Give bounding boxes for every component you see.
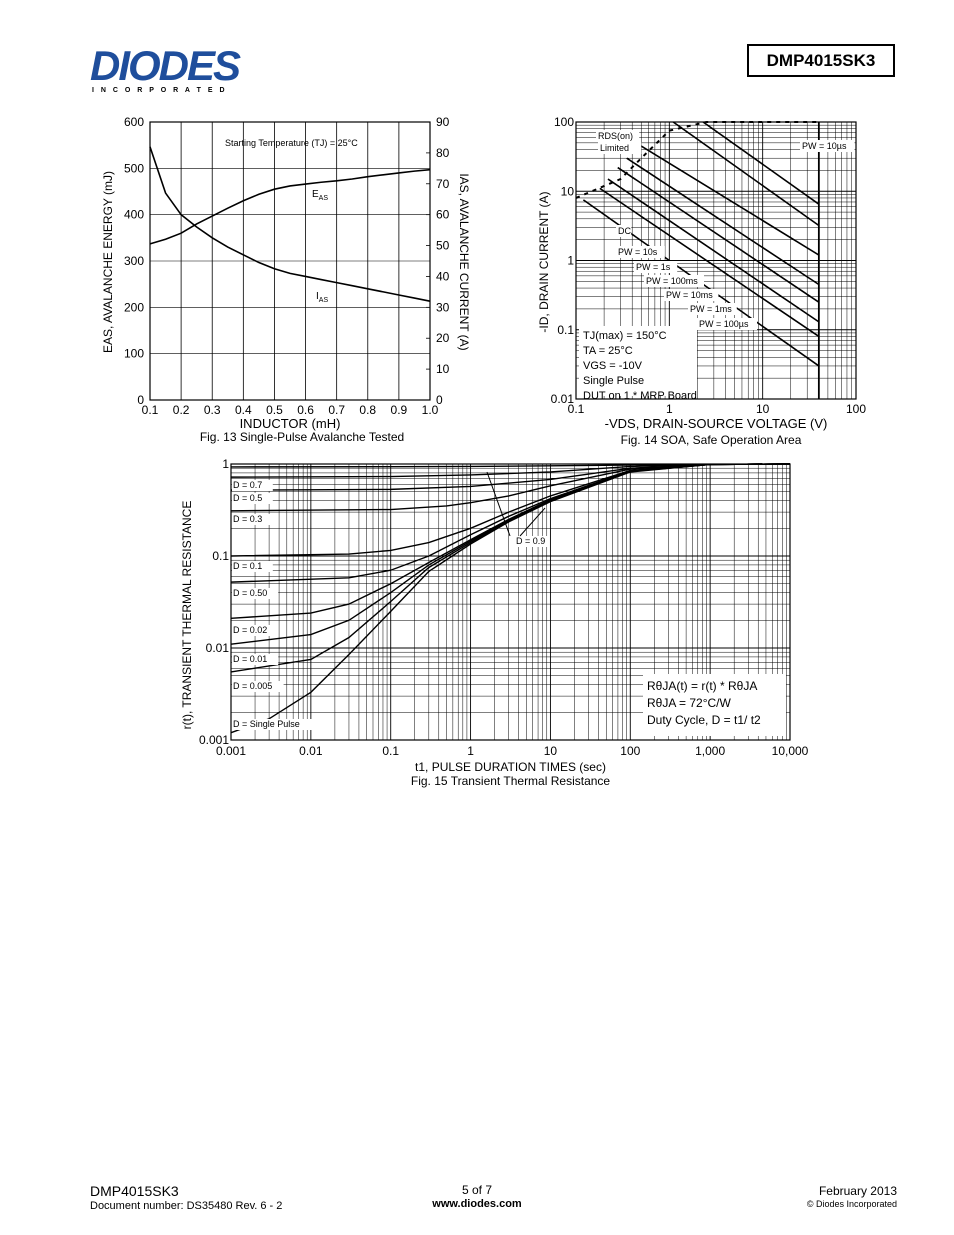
fig15-y-tick: 0.01 <box>205 641 229 655</box>
fig14-x-tick: 1 <box>665 402 673 416</box>
fig13-x-tick: 0.5 <box>266 403 283 417</box>
fig13-y-left-tick: 0 <box>137 393 144 407</box>
fig14-limited-label: Limited <box>600 143 630 153</box>
fig14-condition: TJ(max) = 150°C <box>583 330 667 342</box>
fig13-x-tick: 1.0 <box>421 403 439 417</box>
fig15-series-label: D = 0.5 <box>233 493 263 503</box>
fig14-label-100ms: PW = 100ms <box>646 276 698 286</box>
fig13-y-left-tick: 600 <box>123 115 144 129</box>
fig15-series-label: D = 0.50 <box>233 588 268 598</box>
fig14-x-tick: 10 <box>755 402 770 416</box>
fig13-y-right-tick: 30 <box>436 300 450 315</box>
footer-page: 5 of 7 <box>461 1183 493 1197</box>
fig13-y-right-tick: 40 <box>436 269 450 284</box>
fig13-y-right-tick: 0 <box>436 393 443 407</box>
fig13-label-ias: $I_{AS}$ <box>316 291 329 304</box>
fig14-label-dc: DC <box>618 226 631 236</box>
fig13-y-left-tick: 200 <box>123 300 144 315</box>
fig15-caption: Fig. 15 Transient Thermal Resistance <box>410 774 611 788</box>
fig13-caption: Fig. 13 Single-Pulse Avalanche Tested <box>199 430 405 444</box>
fig14-y-tick: 100 <box>553 115 574 129</box>
footer-doc-number: Document number: DS35480 Rev. 6 - 2 <box>90 1200 283 1212</box>
fig14-y-tick: 1 <box>567 253 574 268</box>
fig14-xlabel: -VDS, DRAIN-SOURCE VOLTAGE (V) <box>604 416 828 431</box>
fig14-rdson-label: RDS(on) <box>598 131 634 141</box>
fig14-label-10s: PW = 10s <box>618 247 658 257</box>
fig15-note: Duty Cycle, D = t1/ t2 <box>647 713 761 727</box>
fig13-xlabel: INDUCTOR (mH) <box>239 416 341 431</box>
fig14-label-100us: PW = 100µs <box>699 319 749 329</box>
fig14-caption: Fig. 14 SOA, Safe Operation Area <box>620 433 802 447</box>
fig13-ylabel-right: IAS, AVALANCHE CURRENT (A) <box>457 173 471 351</box>
fig14-x-tick: 0.1 <box>567 402 585 416</box>
fig13-y-left-tick: 500 <box>123 161 144 176</box>
fig15-series-label: D = Single Pulse <box>233 719 300 729</box>
fig13-x-tick: 0.4 <box>234 403 252 417</box>
fig14-condition: Single Pulse <box>583 375 645 387</box>
footer-part-number: DMP4015SK3 <box>90 1183 179 1199</box>
fig15-x-tick: 0.1 <box>382 744 400 758</box>
fig13-y-right-tick: 90 <box>436 115 450 129</box>
fig14-x-tick: 100 <box>845 402 867 416</box>
fig15-x-tick: 10,000 <box>771 744 809 758</box>
fig15-y-tick: 1 <box>222 457 229 471</box>
fig13-y-left-tick: 100 <box>123 346 144 361</box>
fig15-y-tick: 0.001 <box>198 733 229 747</box>
fig14-y-tick: 0.01 <box>550 392 574 406</box>
fig14-y-tick: 10 <box>560 184 574 199</box>
fig15-x-tick: 10 <box>543 744 558 758</box>
fig15-series <box>231 464 790 582</box>
fig15-series <box>231 464 790 618</box>
fig13-y-right-tick: 20 <box>436 331 450 346</box>
fig15-y-tick: 0.1 <box>212 549 229 563</box>
fig15-ylabel: r(t), TRANSIENT THERMAL RESISTANCE <box>180 500 194 730</box>
fig13-x-tick: 0.7 <box>328 403 346 417</box>
footer-copyright: © Diodes Incorporated <box>806 1199 897 1209</box>
fig15-series-label: D = 0.3 <box>233 514 263 524</box>
fig13-y-left-tick: 300 <box>123 254 144 268</box>
fig15-series-label: D = 0.005 <box>233 681 273 691</box>
fig13-x-tick: 0.8 <box>359 403 377 417</box>
fig14-y-tick: 0.1 <box>557 322 574 337</box>
fig15-x-tick: 0.001 <box>215 744 247 758</box>
fig13-ylabel-left: EAS, AVALANCHE ENERGY (mJ) <box>101 170 115 354</box>
header-part-number: DMP4015SK3 <box>766 50 876 70</box>
fig13-label-eas: $E_{AS}$ <box>312 189 329 202</box>
fig14-condition: TA = 25°C <box>583 345 633 357</box>
fig13-x-tick: 0.1 <box>141 403 159 417</box>
fig15-note: RθJA = 72°C/W <box>647 696 731 710</box>
fig13-y-right-tick: 80 <box>436 145 450 160</box>
fig15-xlabel: t1, PULSE DURATION TIMES (sec) <box>415 760 606 774</box>
fig15-x-tick: 0.01 <box>299 744 323 758</box>
fig15-note: RθJA(t) = r(t) * RθJA <box>647 679 758 693</box>
fig14-label-1ms: PW = 1ms <box>690 304 732 314</box>
fig15-series <box>231 464 790 511</box>
fig13-y-right-tick: 50 <box>436 238 450 253</box>
logo-text: DIODES <box>90 44 240 89</box>
fig14-condition: DUT on 1 * MRP Board <box>583 390 697 402</box>
fig13-y-right-tick: 10 <box>436 362 450 377</box>
fig13-y-right-tick: 60 <box>436 207 450 222</box>
fig14-label-10ms: PW = 10ms <box>666 290 713 300</box>
fig13-x-tick: 0.6 <box>297 403 314 417</box>
fig15-x-tick: 100 <box>620 744 641 758</box>
fig15-x-tick: 1,000 <box>695 744 726 758</box>
fig13-x-tick: 0.3 <box>203 403 221 417</box>
fig15-series-label: D = 0.1 <box>233 561 263 571</box>
fig15-series-label: D = 0.7 <box>233 480 263 490</box>
fig14-label-1s: PW = 1s <box>636 262 671 272</box>
fig13-annotation: Starting Temperature (TJ) = 25°C <box>225 138 358 148</box>
fig13-y-left-tick: 400 <box>123 207 144 222</box>
fig15-x-tick: 1 <box>467 744 474 758</box>
fig13-x-tick: 0.9 <box>390 403 408 417</box>
fig14-condition: VGS = -10V <box>583 360 643 372</box>
fig14-ylabel: -ID, DRAIN CURRENT (A) <box>537 191 551 333</box>
fig15-series-label: D = 0.9 <box>516 536 546 546</box>
footer-date: February 2013 <box>818 1184 897 1198</box>
fig14-label-10us: PW = 10µs <box>802 141 847 151</box>
fig15-series-label: D = 0.02 <box>233 625 268 635</box>
fig15-series-label: D = 0.01 <box>233 654 268 664</box>
fig13-x-tick: 0.2 <box>172 403 190 417</box>
footer-website[interactable]: www.diodes.com <box>432 1198 522 1210</box>
fig13-y-right-tick: 70 <box>436 176 450 191</box>
logo-subtext: I N C O R P O R A T E D <box>92 87 228 94</box>
